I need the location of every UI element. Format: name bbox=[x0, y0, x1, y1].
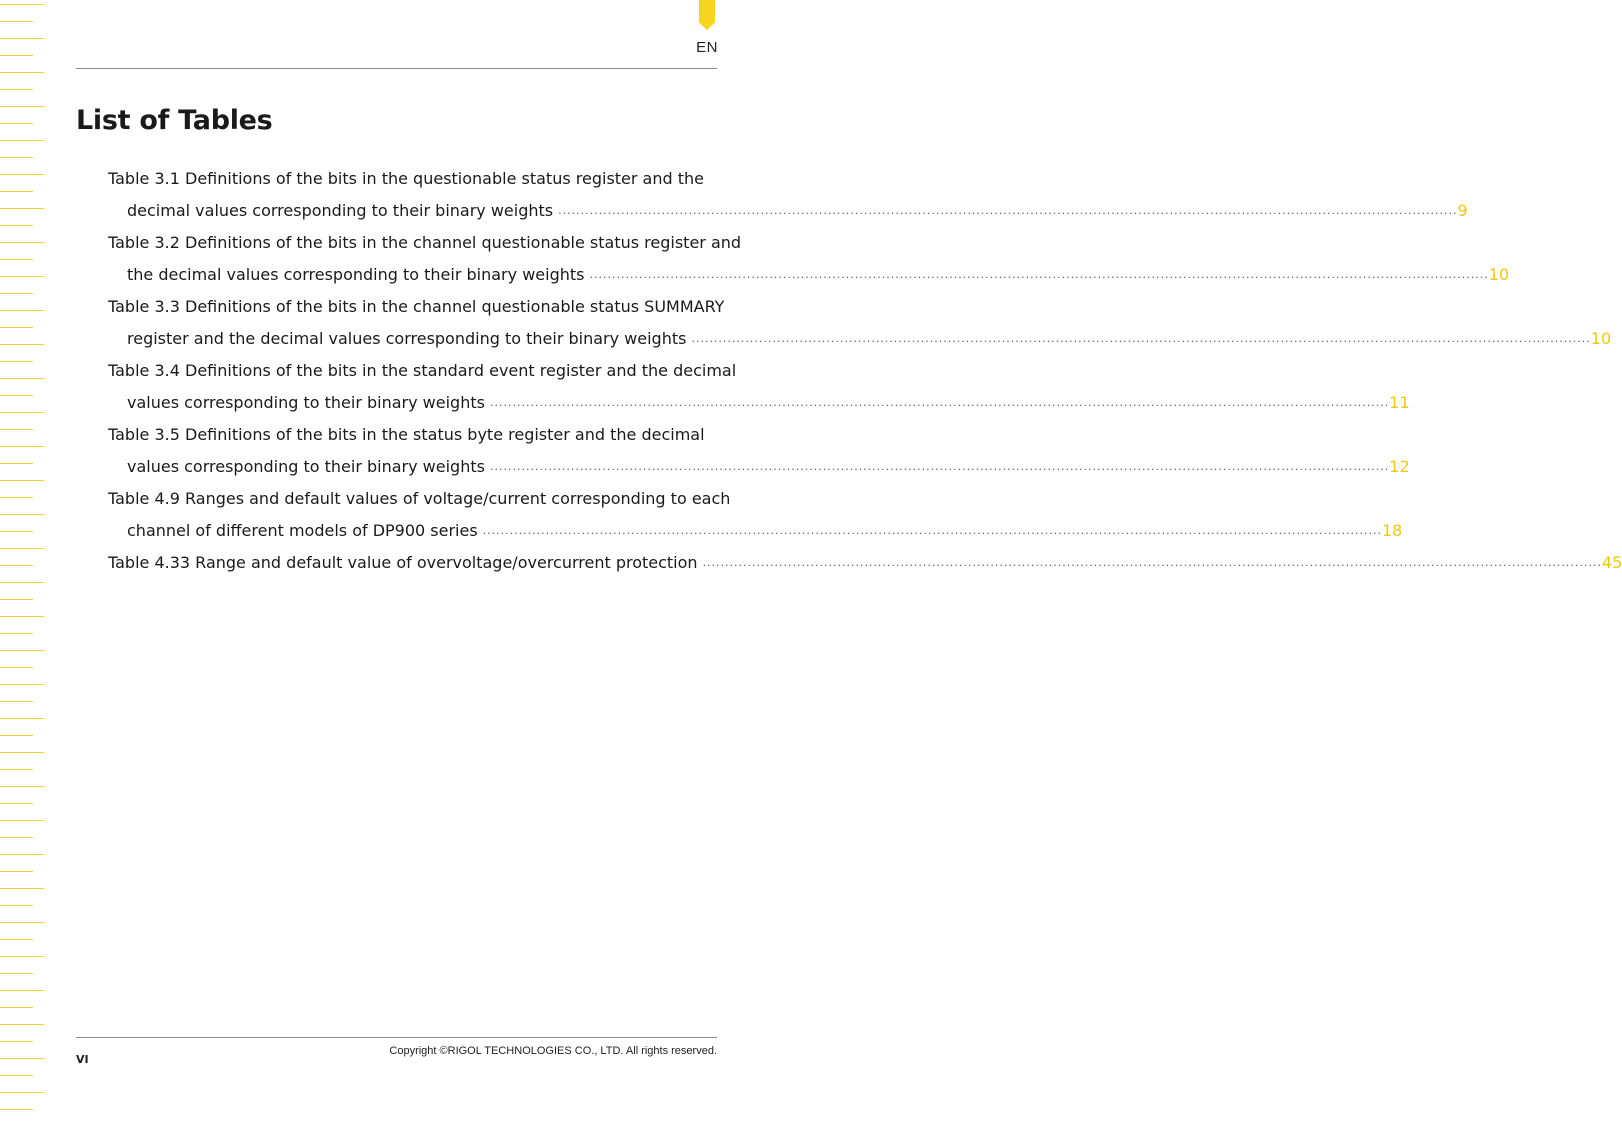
toc-entry-title-continued: decimal values corresponding to their binary weights bbox=[127, 201, 554, 220]
ruler-tick bbox=[0, 1041, 33, 1042]
toc-entry[interactable] bbox=[108, 291, 1612, 355]
ruler-tick bbox=[0, 4, 44, 5]
ruler-tick bbox=[0, 412, 44, 413]
ruler-tick bbox=[0, 582, 44, 583]
ruler-tick bbox=[0, 157, 33, 158]
ruler-tick bbox=[0, 565, 33, 566]
ruler-tick bbox=[0, 514, 44, 515]
ruler-tick bbox=[0, 293, 33, 294]
ruler-tick bbox=[0, 667, 33, 668]
footer-divider bbox=[76, 1037, 717, 1038]
ruler-tick bbox=[0, 990, 44, 991]
toc-entry-title: Table 3.3 Definitions of the bits in the channel questionable status SUMMARY bbox=[108, 297, 725, 316]
toc-page-number[interactable]: 45 bbox=[1601, 553, 1622, 572]
ruler-tick bbox=[0, 531, 33, 532]
ruler-tick bbox=[0, 871, 33, 872]
ruler-tick bbox=[0, 1092, 44, 1093]
ruler-tick bbox=[0, 242, 44, 243]
toc-entry[interactable] bbox=[108, 227, 1510, 291]
toc-entry-title: Table 4.33 Range and default value of overvoltage/overcurrent protection bbox=[108, 553, 698, 572]
ruler-tick bbox=[0, 701, 33, 702]
toc-entry-title-continued: the decimal values corresponding to their binary weights bbox=[127, 265, 585, 284]
ruler-tick bbox=[0, 55, 33, 56]
ruler-tick bbox=[0, 191, 33, 192]
toc-entry-title: Table 3.2 Definitions of the bits in the channel questionable status register and bbox=[108, 233, 742, 252]
ruler-tick bbox=[0, 123, 33, 124]
ruler-tick bbox=[0, 1024, 44, 1025]
ruler-tick bbox=[0, 497, 33, 498]
page-number: VI bbox=[76, 1053, 89, 1066]
ruler-tick bbox=[0, 446, 44, 447]
ruler-tick bbox=[0, 548, 44, 549]
header-divider bbox=[76, 68, 717, 69]
ruler-tick bbox=[0, 922, 44, 923]
toc-page-number[interactable]: 18 bbox=[1382, 521, 1403, 540]
toc-entry[interactable] bbox=[108, 547, 1622, 579]
ruler-tick bbox=[0, 769, 33, 770]
ruler-tick bbox=[0, 1075, 33, 1076]
ruler-tick bbox=[0, 633, 33, 634]
ruler-tick bbox=[0, 38, 44, 39]
toc-entry-title: Table 3.4 Definitions of the bits in the standard event register and the decimal bbox=[108, 361, 737, 380]
ruler-tick bbox=[0, 378, 44, 379]
toc-page-number[interactable]: 9 bbox=[1457, 201, 1468, 220]
ruler-tick bbox=[0, 72, 44, 73]
ruler-tick bbox=[0, 276, 44, 277]
ruler-tick bbox=[0, 854, 44, 855]
toc-entry[interactable] bbox=[108, 483, 1403, 547]
ruler-tick bbox=[0, 429, 33, 430]
ruler-tick bbox=[0, 259, 33, 260]
dot-leader: ........................................................................................................................................................................................................ bbox=[558, 204, 1458, 217]
toc-entry[interactable] bbox=[108, 163, 1468, 227]
ruler-tick bbox=[0, 973, 33, 974]
language-tab-marker bbox=[699, 0, 715, 30]
ruler-tick bbox=[0, 735, 33, 736]
ruler-tick bbox=[0, 361, 33, 362]
ruler-tick bbox=[0, 1058, 44, 1059]
ruler-tick bbox=[0, 89, 33, 90]
toc-page-number[interactable]: 10 bbox=[1590, 329, 1612, 348]
dot-leader: ........................................................................................................................................................................................................ bbox=[489, 396, 1390, 409]
ruler-tick bbox=[0, 820, 44, 821]
ruler-tick bbox=[0, 1007, 33, 1008]
dot-leader: ........................................................................................................................................................................................................ bbox=[489, 460, 1390, 473]
ruler-tick bbox=[0, 803, 33, 804]
ruler-tick bbox=[0, 106, 44, 107]
toc-entry-title: Table 4.9 Ranges and default values of voltage/current corresponding to each bbox=[108, 489, 731, 508]
dot-leader: ........................................................................................................................................................................................................ bbox=[589, 268, 1489, 281]
toc-page-number[interactable]: 11 bbox=[1389, 393, 1410, 412]
ruler-tick bbox=[0, 140, 44, 141]
toc-page-number[interactable]: 10 bbox=[1488, 265, 1510, 284]
ruler-tick bbox=[0, 480, 44, 481]
ruler-tick bbox=[0, 225, 33, 226]
ruler-tick bbox=[0, 310, 44, 311]
dot-leader: ........................................................................................................................................................................................................ bbox=[691, 332, 1591, 345]
page-margin-ruler bbox=[0, 0, 48, 1122]
ruler-tick bbox=[0, 395, 33, 396]
ruler-tick bbox=[0, 888, 44, 889]
copyright-notice: Copyright ©RIGOL TECHNOLOGIES CO., LTD. All rights reserved. bbox=[389, 1045, 717, 1057]
ruler-tick bbox=[0, 752, 44, 753]
ruler-tick bbox=[0, 599, 33, 600]
ruler-tick bbox=[0, 684, 44, 685]
ruler-tick bbox=[0, 616, 44, 617]
ruler-tick bbox=[0, 786, 44, 787]
ruler-tick bbox=[0, 174, 44, 175]
language-label: EN bbox=[696, 39, 718, 56]
ruler-tick bbox=[0, 905, 33, 906]
toc-entry[interactable] bbox=[108, 355, 1410, 419]
ruler-tick bbox=[0, 327, 33, 328]
ruler-tick bbox=[0, 1109, 33, 1110]
toc-entry-title: Table 3.1 Definitions of the bits in the questionable status register and the bbox=[108, 169, 704, 188]
ruler-tick bbox=[0, 344, 44, 345]
ruler-tick bbox=[0, 956, 44, 957]
toc-entry-title-continued: values corresponding to their binary weights bbox=[127, 457, 485, 476]
toc-entry-title-continued: channel of different models of DP900 series bbox=[127, 521, 478, 540]
ruler-tick bbox=[0, 837, 33, 838]
toc-entry-title: Table 3.5 Definitions of the bits in the status byte register and the decimal bbox=[108, 425, 705, 444]
ruler-tick bbox=[0, 939, 33, 940]
ruler-tick bbox=[0, 650, 44, 651]
ruler-tick bbox=[0, 21, 33, 22]
dot-leader: ........................................................................................................................................................................................................ bbox=[702, 556, 1602, 569]
ruler-tick bbox=[0, 208, 44, 209]
toc-entry-title-continued: values corresponding to their binary weights bbox=[127, 393, 485, 412]
page-title: List of Tables bbox=[76, 105, 273, 136]
ruler-tick bbox=[0, 463, 33, 464]
dot-leader: ........................................................................................................................................................................................................ bbox=[482, 524, 1382, 537]
toc-entry-title-continued: register and the decimal values corresponding to their binary weights bbox=[127, 329, 687, 348]
ruler-tick bbox=[0, 718, 44, 719]
table-of-tables bbox=[108, 163, 1622, 579]
toc-entry[interactable] bbox=[108, 419, 1410, 483]
toc-page-number[interactable]: 12 bbox=[1389, 457, 1410, 476]
